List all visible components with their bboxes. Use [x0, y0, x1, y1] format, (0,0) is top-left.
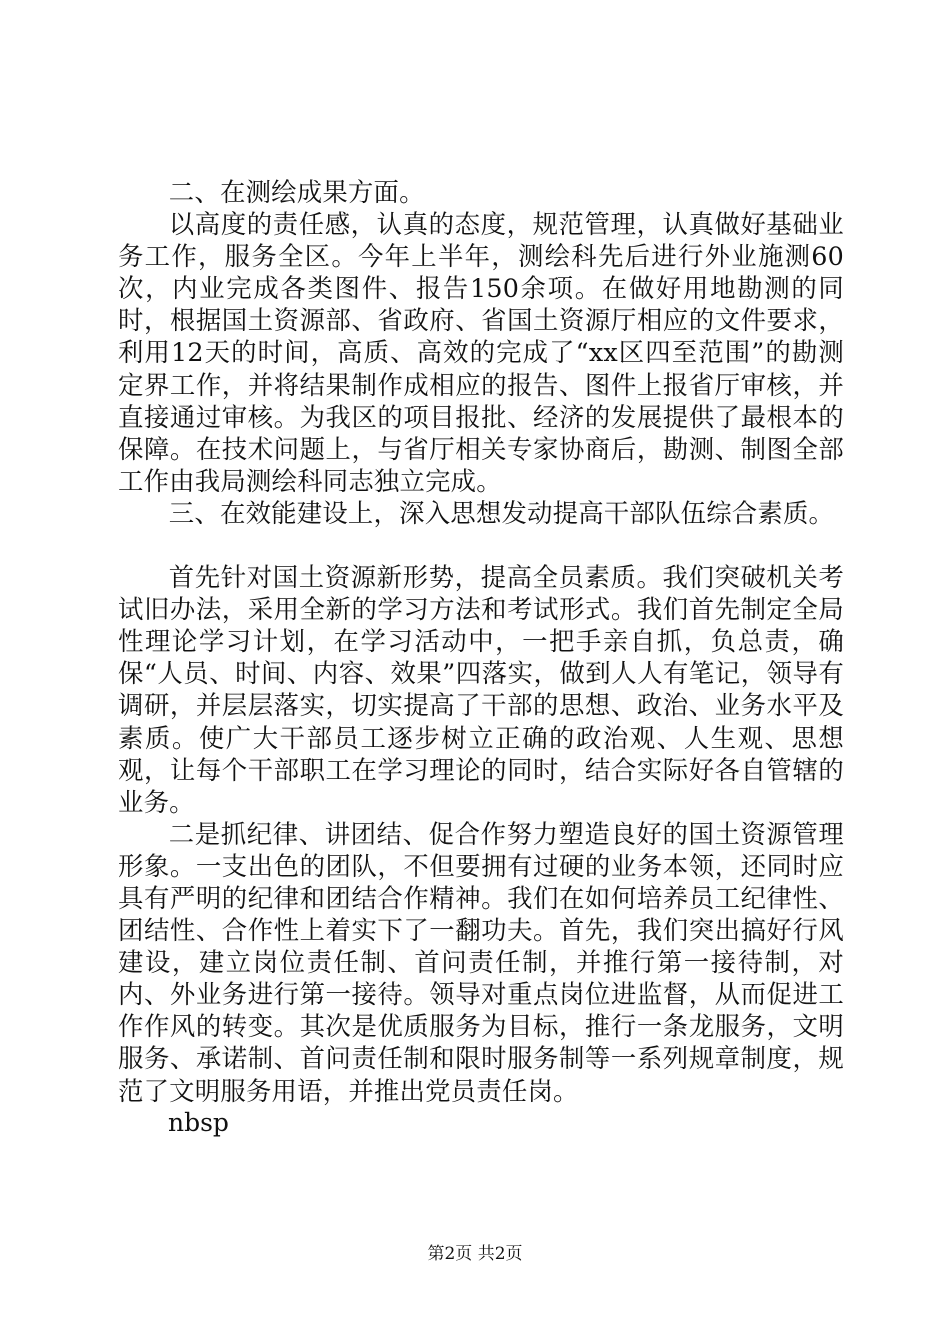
paragraph-staff-quality: 首先针对国土资源新形势，提高全员素质。我们突破机关考试旧办法，采用全新的学习方法和考试形式。我们首先制定全局性理论学习计划，在学习活动中，一把手亲自抓，负总责，确保“人员、时间、内容、效果”四落实，做到人人有笔记，领导有调研，并层层落实，切实提高了干部的思想、政治、业务水平及素质。使广大干部员工逐步树立正确的政治观、人生观、思想观，让每个干部职工在学习理论的同时，结合实际好各自管辖的业务。 [118, 562, 844, 817]
section-heading-surveying: 二、在测绘成果方面。 [168, 177, 425, 207]
section-heading-efficiency: 三、在效能建设上，深入思想发动提高干部队伍综合素质。 [168, 497, 835, 528]
paragraph-spacer [118, 529, 844, 561]
page-number-footer: 第2页 共2页 [427, 1244, 523, 1264]
paragraph-surveying-results: 以高度的责任感，认真的态度，规范管理，认真做好基础业务工作，服务全区。今年上半年，测绘科先后进行外业施测60次，内业完成各类图件、报告150余项。在做好用地勘测的同时，根据国土资源部、省政府、省国土资源厅相应的文件要求，利用12天的时间，高质、高效的完成了“xx区四至范围”的勘测定界工作，并将结果制作成相应的报告、图件上报省厅审核，并直接通过审核。为我区的项目报批、经济的发展提供了最根本的保障。在技术问题上，与省厅相关专家协商后，勘测、制图全部工作由我局测绘科同志独立完成。 [118, 209, 844, 496]
paragraph-trailing-text: nbsp [168, 1107, 229, 1137]
paragraph-discipline-unity: 二是抓纪律、讲团结、促合作努力塑造良好的国土资源管理形象。一支出色的团队，不但要拥有过硬的业务本领，还同时应具有严明的纪律和团结合作精神。我们在如何培养员工纪律性、团结性、合作性上着实下了一翻功夫。首先，我们突出搞好行风建设，建立岗位责任制、首问责任制，并推行第一接待制，对内、外业务进行第一接待。领导对重点岗位进监督，从而促进工作作风的转变。其次是优质服务为目标，推行一条龙服务，文明服务、承诺制、首问责任制和限时服务制等一系列规章制度，规范了文明服务用语，并推出党员责任岗。 [118, 818, 844, 1106]
document-body [118, 176, 844, 1139]
